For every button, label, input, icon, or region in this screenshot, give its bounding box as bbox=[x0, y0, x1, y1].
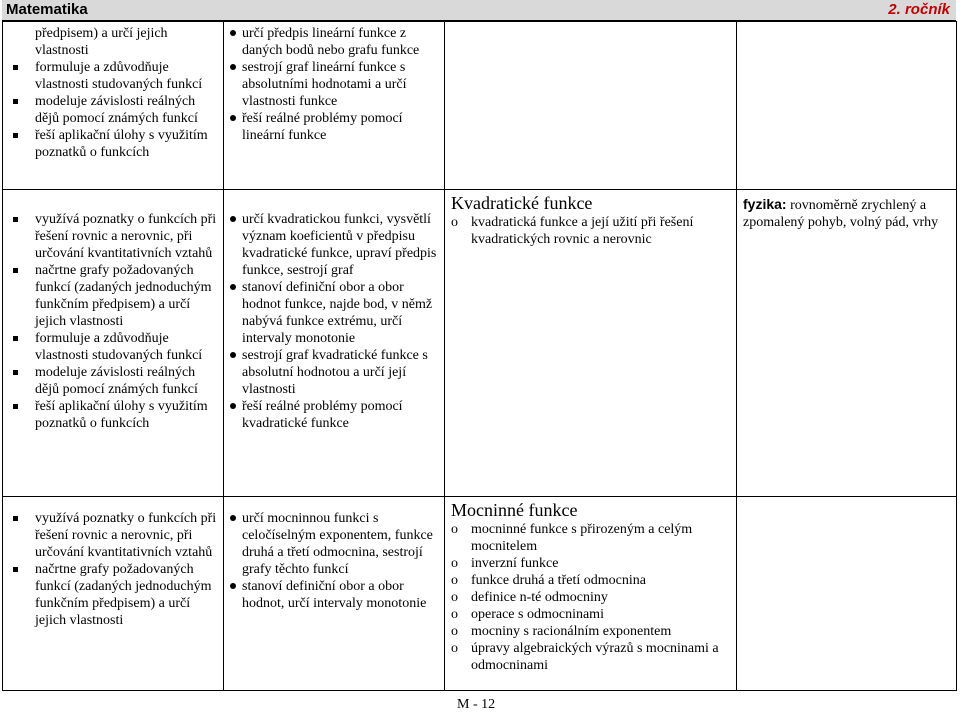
list-item: o mocninné funkce s přirozeným a celým mocnitelem bbox=[451, 521, 730, 555]
objectives-list bbox=[230, 510, 438, 612]
list-item: formuluje a zdůvodňuje vlastnosti studovaných funkcí bbox=[5, 59, 219, 93]
curriculum-table bbox=[2, 21, 957, 691]
cross-curricular-cell bbox=[737, 190, 957, 497]
subject-link-text: rovnoměrně zrychlený a zpomalený pohyb, volný pád, vrhy bbox=[743, 198, 939, 230]
list-item: využívá poznatky o funkcích při řešení rovnic a nerovnic, při určování kvantitativních vztahů bbox=[5, 211, 219, 262]
list-item: načrtne grafy požadovaných funkcí (zadaných jednoduchým funkčním předpisem) a určí jejich vlastnosti bbox=[5, 561, 219, 629]
list-item: o definice n-té odmocniny bbox=[451, 589, 730, 606]
objectives-list bbox=[230, 25, 438, 144]
topics-cell bbox=[445, 22, 737, 190]
table-row bbox=[3, 497, 957, 691]
list-item: o mocniny s racionálním exponentem bbox=[451, 623, 730, 640]
list-item: řeší aplikační úlohy s využitím poznatků o funkcích bbox=[5, 398, 219, 432]
page-header bbox=[2, 0, 956, 21]
list-item: využívá poznatky o funkcích při řešení rovnic a nerovnic, při určování kvantitativních vztahů bbox=[5, 510, 219, 561]
list-item: o funkce druhá a třetí odmocnina bbox=[451, 572, 730, 589]
objectives-cell bbox=[224, 22, 445, 190]
topics-list bbox=[451, 521, 730, 674]
list-item: řeší reálné problémy pomocí kvadratické funkce bbox=[230, 398, 438, 432]
list-item: určí předpis lineární funkce z daných bodů nebo grafu funkce bbox=[230, 25, 438, 59]
topics-cell bbox=[445, 190, 737, 497]
outcomes-cell bbox=[3, 22, 224, 190]
list-item: stanoví definiční obor a obor hodnot, určí intervaly monotonie bbox=[230, 578, 438, 612]
outcomes-cell bbox=[3, 190, 224, 497]
list-item: řeší aplikační úlohy s využitím poznatků o funkcích bbox=[5, 127, 219, 161]
cross-curricular-cell bbox=[737, 22, 957, 190]
list-item: modeluje závislosti reálných dějů pomocí známých funkcí bbox=[5, 93, 219, 127]
page-number: M - 12 bbox=[457, 697, 496, 712]
list-item: stanoví definiční obor a obor hodnot funkce, najde bod, v němž nabývá funkce extrému, určí intervaly monotonie bbox=[230, 279, 438, 347]
outcomes-list bbox=[5, 510, 219, 629]
list-item: načrtne grafy požadovaných funkcí (zadaných jednoduchým funkčním předpisem) a určí jejich vlastnosti bbox=[5, 262, 219, 330]
objectives-cell bbox=[224, 497, 445, 691]
list-item: o operace s odmocninami bbox=[451, 606, 730, 623]
subject-title: Matematika bbox=[6, 1, 88, 18]
outcomes-list bbox=[5, 25, 219, 161]
list-item: předpisem) a určí jejich vlastnosti bbox=[35, 26, 168, 58]
list-item: sestrojí graf lineární funkce s absolutními hodnotami a určí vlastnosti funkce bbox=[230, 59, 438, 110]
table-row bbox=[3, 22, 957, 190]
list-item: o inverzní funkce bbox=[451, 555, 730, 572]
cross-curricular-cell bbox=[737, 497, 957, 691]
list-item: určí kvadratickou funkci, vysvětlí význam koeficientů v předpisu kvadratické funkce, upraví předpis funkce, sestrojí graf bbox=[230, 211, 438, 279]
topics-cell bbox=[445, 497, 737, 691]
topics-list bbox=[451, 214, 730, 248]
list-item: řeší reálné problémy pomocí lineární funkce bbox=[230, 110, 438, 144]
outcomes-list bbox=[5, 211, 219, 432]
topic-heading: Mocninné funkce bbox=[451, 500, 578, 520]
subject-link-label: fyzika: bbox=[743, 196, 787, 212]
list-item: určí mocninnou funkci s celočíselným exponentem, funkce druhá a třetí odmocnina, sestrojí grafy těchto funkcí bbox=[230, 510, 438, 578]
list-item: o úpravy algebraických výrazů s mocninami a odmocninami bbox=[451, 640, 730, 674]
objectives-cell bbox=[224, 190, 445, 497]
list-item: formuluje a zdůvodňuje vlastnosti studovaných funkcí bbox=[5, 330, 219, 364]
grade-label: 2. ročník bbox=[888, 1, 950, 18]
outcomes-cell bbox=[3, 497, 224, 691]
list-item: modeluje závislosti reálných dějů pomocí známých funkcí bbox=[5, 364, 219, 398]
table-row bbox=[3, 190, 957, 497]
topic-heading: Kvadratické funkce bbox=[451, 193, 593, 213]
list-item: o kvadratická funkce a její užití při řešení kvadratických rovnic a nerovnic bbox=[451, 214, 730, 248]
objectives-list bbox=[230, 211, 438, 432]
list-item: sestrojí graf kvadratické funkce s absolutní hodnotou a určí její vlastnosti bbox=[230, 347, 438, 398]
